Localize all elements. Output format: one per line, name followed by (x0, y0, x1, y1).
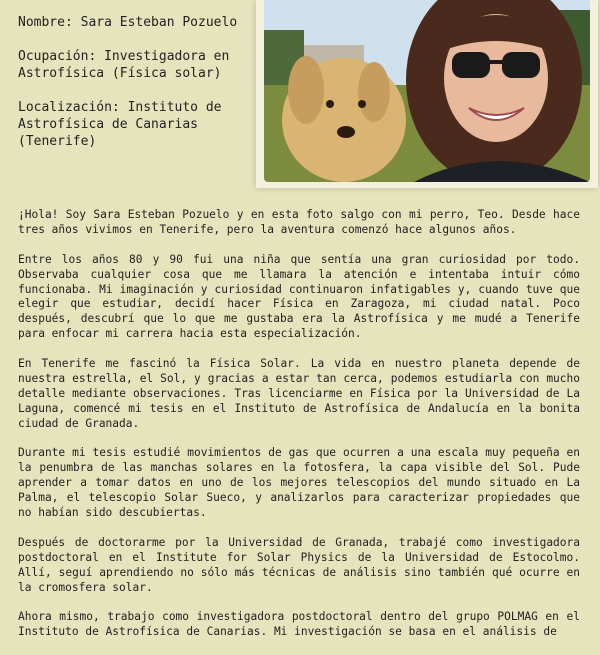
occupation-line: Ocupación: Investigadora en Astrofísica (Física solar) (18, 49, 230, 81)
photo-frame (256, 0, 598, 188)
photo-illustration (264, 0, 590, 182)
bio-paragraph-4: Durante mi tesis estudié movimientos de gas que ocurren a una escala muy pequeña en la penumbra de las manchas solares en la fotosfera, la capa visible del Sol. Pude aprender a tomar datos en uno de los mejores telescopios del mundo situado en La Palma, el telescopio Solar Sueco, y analizarlos para caracterizar propiedades que no habían sido descubiertas. (18, 446, 580, 520)
location-line: Localización: Instituto de Astrofísica de Canarias (Tenerife) (18, 100, 222, 149)
photo-dog-nose (337, 126, 355, 138)
photo-sunglasses-right (502, 52, 540, 78)
profile-header (18, 0, 600, 200)
photo-dog-ear (288, 56, 324, 124)
name-line: Nombre: Sara Esteban Pozuelo (18, 15, 238, 30)
photo-sunglasses-left (452, 52, 490, 78)
photo-dog-eye-right (358, 100, 366, 108)
bio-paragraph-3: En Tenerife me fascinó la Física Solar. La vida en nuestro planeta depende de nuestra estrella, el Sol, y gracias a estar tan cerca, podemos estudiarla con mucho detalle mediante observaciones. Tras licenciarme en Física por la Universidad de La Laguna, comencé mi tesis en el Instituto de Astrofísica de Andalucía en la bonita ciudad de Granada. (18, 357, 580, 430)
photo-dog-eye (326, 100, 334, 108)
bio-paragraph-6: Ahora mismo, trabajo como investigadora postdoctoral dentro del grupo POLMAG en el Instituto de Astrofísica de Canarias. Mi investigación se basa en el análisis de (18, 610, 580, 639)
profile-photo (264, 0, 590, 182)
photo-sunglasses-bridge (488, 60, 504, 64)
bio-paragraph-1: ¡Hola! Soy Sara Esteban Pozuelo y en esta foto salgo con mi perro, Teo. Desde hace tres años vivimos en Tenerife, pero la aventura comenzó hace algunos años. (18, 208, 580, 236)
photo-dog-ear-right (358, 62, 390, 122)
bio-paragraph-5: Después de doctorarme por la Universidad de Granada, trabajé como investigadora postdoctoral en el Institute for Solar Physics de la Universidad de Estocolmo. Allí, seguí aprendiendo no sólo más técnicas de análisis sino también qué ocurre en la cromosfera solar. (18, 535, 580, 594)
bio-paragraph-2: Entre los años 80 y 90 fui una niña que sentía una gran curiosidad por todo. Observaba cualquier cosa que me llamara la atención e intentaba intuir cómo funcionaba. Mi imaginación y curiosidad continuaron infatigables y, cuando tuve que elegir que estudiar, decidí hacer Física en Zaragoza, mi ciudad natal. Poco después, descubrí que lo que me gustaba era la Astrofísica y me mudé a Tenerife para enfocar mi carrera hacia esta especialización. (18, 252, 580, 341)
biography (18, 208, 580, 655)
profile-info (18, 14, 263, 167)
